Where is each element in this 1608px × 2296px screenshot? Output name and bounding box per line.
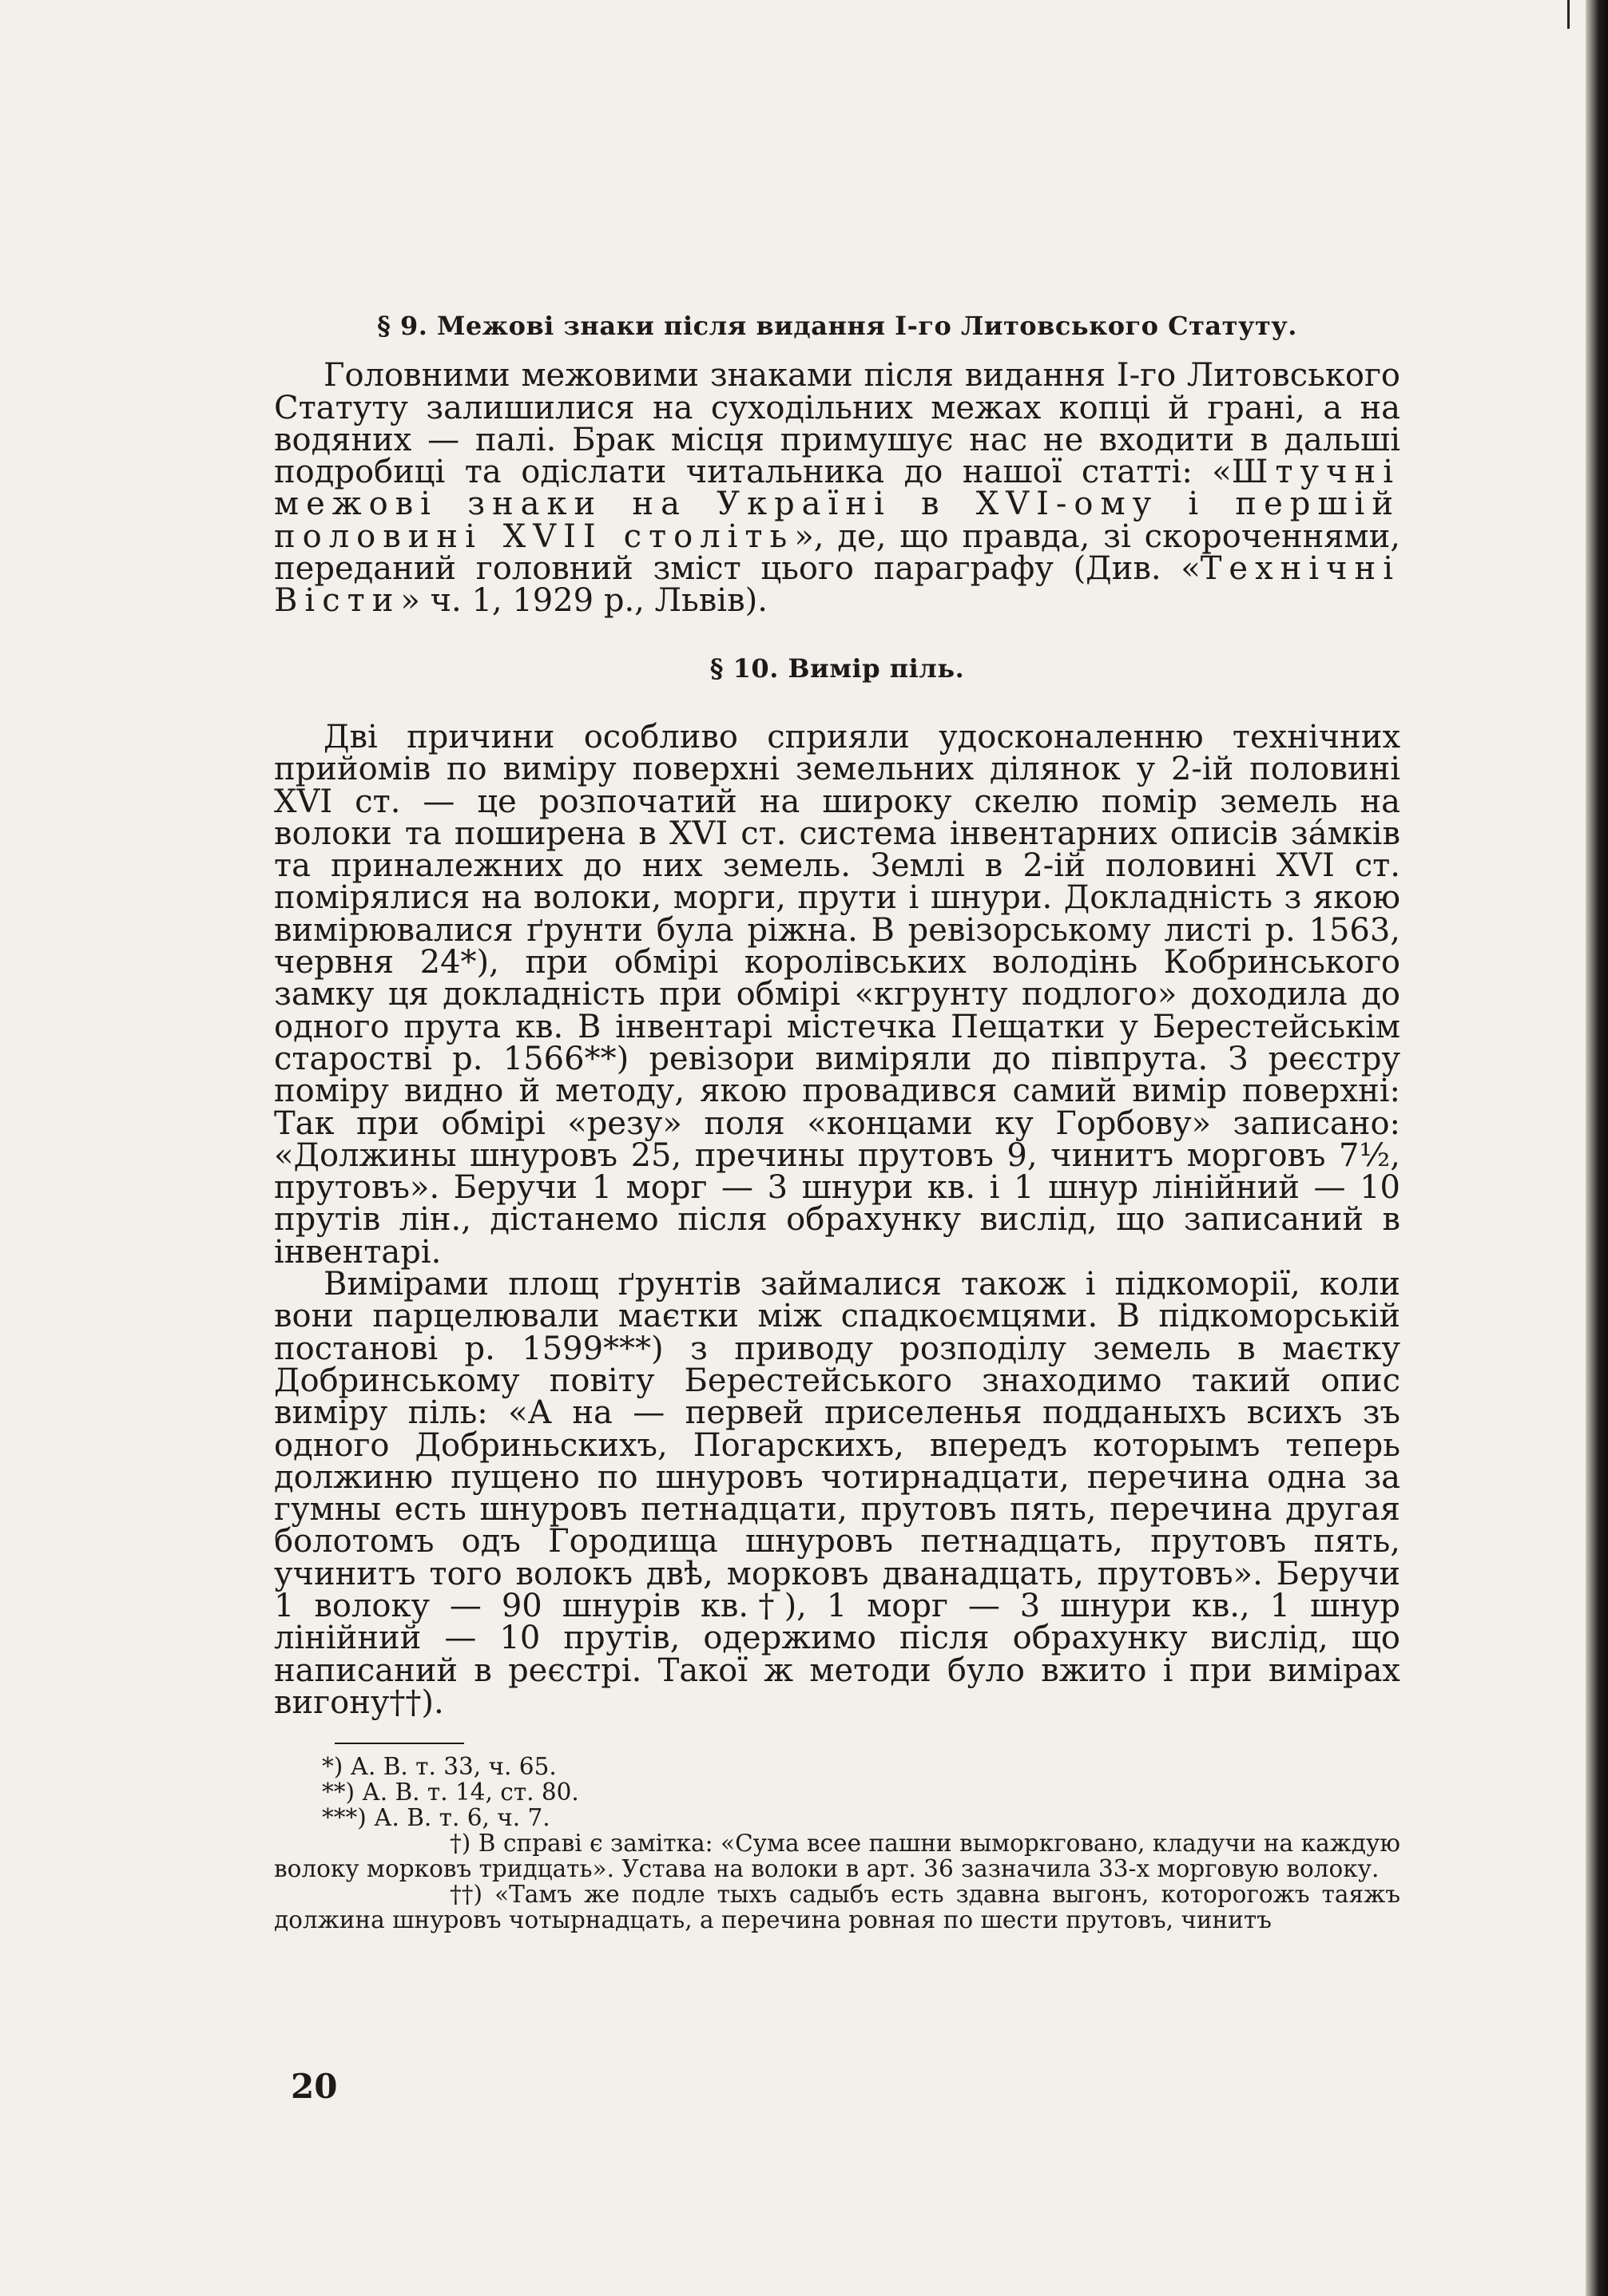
- footnote: *) А. В. т. 33, ч. 65.: [322, 1753, 557, 1781]
- footnote-rule: [335, 1743, 464, 1744]
- section-9-heading: § 9. Межові знаки після видання І-го Литовського Статуту.: [377, 311, 1297, 341]
- text-block: [274, 310, 1400, 1933]
- footnote: **) А. В. т. 14, ст. 80.: [322, 1779, 579, 1806]
- article-title: Штучні межові знаки на Україні в XVI-ому і першій половині XVII століть: [274, 454, 1400, 555]
- section-10-paragraph-1: Дві причини особливо сприяли удосконаленню технічних прийомів по виміру поверхні земельних ділянок у 2-ій половині XVI ст. — це розпочатий на широку скелю помір земель на волоки та поширена в XVI ст. система інвентарних описів зáмків та приналежних до них земель. Землі в 2-ій половині XVI ст. помірялися на волоки, морги, прути і шнури. Докладність з якою вимірювалися ґрунти була ріжна. В ревізорському листі р. 1563, червня 24*), при обмірі королівських володінь Кобринського замку ця докладність при обмірі «кгрунту подлого» доходила до одного прута кв. В інвентарі містечка Пещатки у Берестейськім старостві р. 1566**) ревізори виміряли до півпрута. З реєстру поміру видно й методу, якою провадився самий вимір поверхні: Так при обмірі «резу» поля «концами ку Горбову» записано: «Должины шнуровъ 25, пречины прутовъ 9, чинитъ морговъ 7½, прутовъ». Беручи 1 морг — 3 шнури кв. і 1 шнур лінійний — 10 прутів лін., дістанемо після обрахунку вислід, що записаний в інвентарі.: [274, 718, 1400, 1271]
- section-10-paragraph-2: Вимірами площ ґрунтів займалися також і підкоморії, коли вони парцелювали маєтки між спадкоємцями. В підкоморській постанові р. 1599***) з приводу розподілу земель в маєтку Добринському повіту Берестейського знаходимо такий опис виміру піль: «А на — первей приселенья подданыхъ всихъ зъ одного Добриньскихъ, Погарскихъ, впередъ которымъ теперь должиню пущено по шнуровъ чотирнадцати, перечина одна за гумны есть шнуровъ петнадцати, прутовъ пять, перечина другая болотомъ одъ Городища шнуровъ петнадцать, прутовъ пять, учинитъ того волокъ двѣ, морковъ дванадцать, прутовъ». Беручи 1 волоку — 90 шнурів кв.†), 1 морг — 3 шнури кв., 1 шнур лінійний — 10 прутів, одержимо після обрахунку вислід, що написаний в реєстрі. Такої ж методи було вжито і при вимірах вигону††).: [274, 1266, 1400, 1721]
- section-9-paragraph: Головними межовими знаками після видання І-го Литовського Статуту залишилися на суходільних межах копці й грані, а на водяних — палі. Брак місця примушує нас не входити в дальші подробиці та одіслати читальника до нашої статті: «Штучні межові знаки на Україні в XVI-ому і першій половині XVII століть», де, що правда, зі скороченнями, переданий головний зміст цього параграфу (Див. «Технічні Вісти» ч. 1, 1929 р., Львів).: [274, 357, 1400, 620]
- page-number: 20: [291, 2067, 338, 2106]
- footnote: ††) «Тамъ же подле тыхъ садыбъ есть здавна выгонъ, которогожъ таяжъ должина шнуровъ чотырнадцать, а перечина ровная по шести прутовъ, чинитъ: [274, 1881, 1400, 1934]
- footnote: †) В справі є замітка: «Сума всее пашни выморкговано, кладучи на каждую волоку морковъ тридцать». Устава на волоки в арт. 36 зазначила 33-х морговую волоку.: [274, 1830, 1400, 1883]
- journal-title: Технічні Вісти: [274, 550, 1400, 620]
- page-edge-shadow: [1586, 0, 1608, 2296]
- footnote: ***) А. В. т. 6, ч. 7.: [322, 1804, 550, 1832]
- corner-mark: [1567, 0, 1570, 29]
- section-10-heading: § 10. Вимір піль.: [709, 652, 965, 684]
